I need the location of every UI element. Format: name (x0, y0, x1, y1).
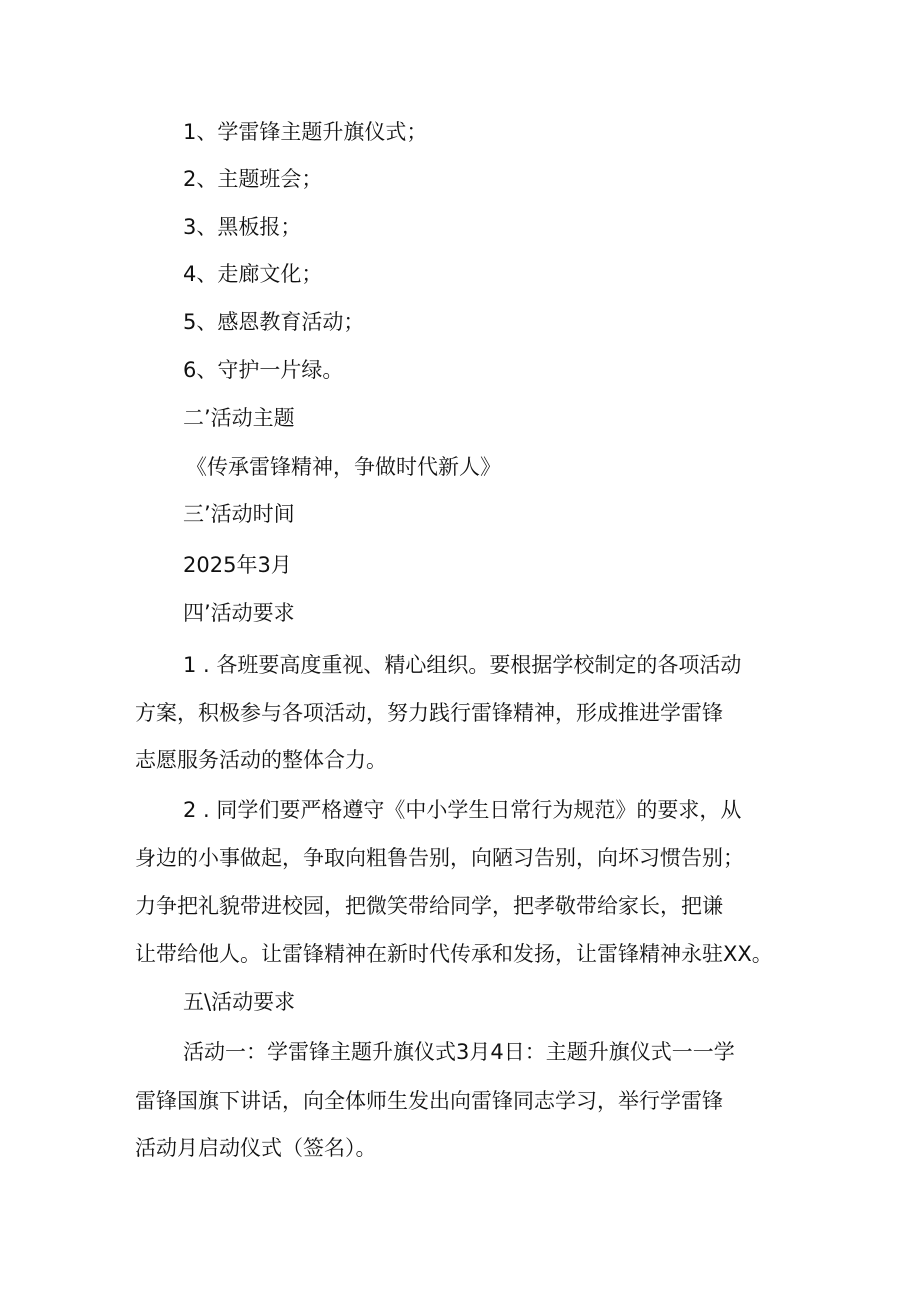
section-heading-activities: 五\活动要求 (183, 990, 296, 1014)
requirement-1-line-1: 1 . 各班要高度重视、精心组织。要根据学校制定的各项活动 (183, 653, 742, 677)
activity-1-line-2: 雷锋国旗下讲话，向全体师生发出向雷锋同志学习，举行学雷锋 (135, 1089, 723, 1113)
requirement-2-line-3: 力争把礼貌带进校园，把微笑带给同学，把孝敬带给家长，把谦 (135, 894, 723, 918)
requirement-2-line-1: 2 . 同学们要严格遵守《中小学生日常行为规范》的要求，从 (183, 798, 742, 822)
list-item-5: 5、感恩教育活动； (183, 310, 365, 334)
section-heading-time: 三’活动时间 (183, 502, 295, 526)
list-item-3: 3、黑板报； (183, 215, 302, 239)
list-item-1: 1、学雷锋主题升旗仪式； (183, 120, 428, 144)
list-item-4: 4、走廊文化； (183, 262, 323, 286)
list-item-2: 2、主题班会； (183, 167, 323, 191)
activity-1-line-1: 活动一：学雷锋主题升旗仪式3月4日：主题升旗仪式一一学 (183, 1040, 735, 1064)
activity-date: 2025年3月 (183, 553, 292, 577)
requirement-2-line-2: 身边的小事做起，争取向粗鲁告别，向陋习告别，向坏习惯告别； (135, 846, 744, 870)
section-heading-requirements: 四’活动要求 (183, 601, 295, 625)
list-item-6: 6、守护一片绿。 (183, 358, 344, 382)
activity-1-line-3: 活动月启动仪式（签名）。 (135, 1136, 377, 1160)
section-heading-theme: 二’活动主题 (183, 406, 295, 430)
requirement-2-line-4: 让带给他人。让雷锋精神在新时代传承和发扬，让雷锋精神永驻XX。 (135, 942, 773, 966)
requirement-1-line-3: 志愿服务活动的整体合力。 (135, 748, 387, 772)
activity-theme: 《传承雷锋精神，争做时代新人》 (186, 455, 501, 479)
requirement-1-line-2: 方案，积极参与各项活动，努力践行雷锋精神，形成推进学雷锋 (135, 701, 723, 725)
